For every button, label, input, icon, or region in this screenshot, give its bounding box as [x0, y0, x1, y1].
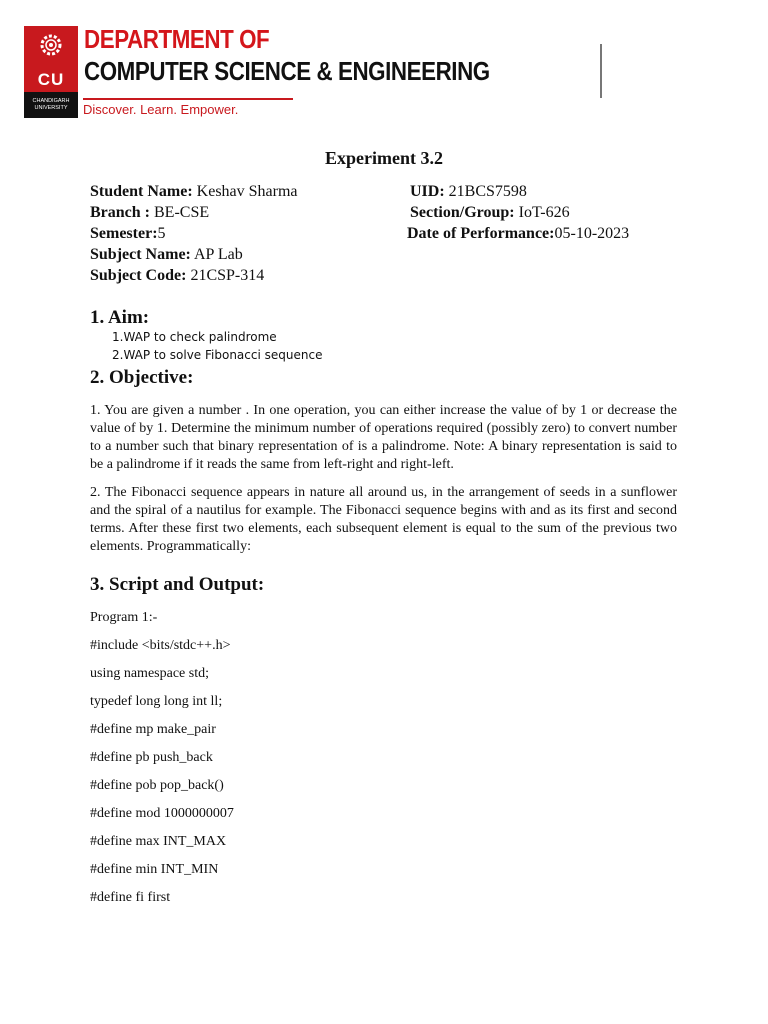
logo-university: CHANDIGARH UNIVERSITY — [24, 92, 78, 118]
uid-label: UID: — [410, 183, 445, 200]
department-line-2: COMPUTER SCIENCE & ENGINEERING — [84, 56, 490, 86]
aim-item: 1.WAP to check palindrome — [112, 330, 277, 344]
objective-paragraph-2: 2. The Fibonacci sequence appears in nature all around us, in the arrangement of seeds in a sunflower and the spiral of a nautilus for example. The Fibonacci sequence begins with and as its first and second terms. After these first two elements, each subsequent element is equal to the sum of the previous two elements. Programmatically: — [90, 485, 677, 554]
code-line: #define mp make_pair — [90, 722, 216, 737]
subject-name-label: Subject Name: — [90, 246, 191, 263]
subject-code-value: 21CSP-314 — [186, 267, 265, 284]
code-line: #define pb push_back — [90, 750, 213, 765]
semester-label: Semester: — [90, 225, 158, 242]
code-line: #define mod 1000000007 — [90, 806, 234, 821]
aim-item: 2.WAP to solve Fibonacci sequence — [112, 348, 323, 362]
logo-text: CU — [37, 70, 65, 89]
tagline: Discover. Learn. Empower. — [83, 102, 239, 117]
gear-emblem-icon — [37, 31, 65, 59]
section-label: Section/Group: — [410, 204, 515, 221]
date-value: 05-10-2023 — [554, 225, 630, 242]
student-name-label: Student Name: — [90, 183, 193, 200]
code-line: using namespace std; — [90, 666, 209, 681]
student-name-value: Keshav Sharma — [192, 183, 298, 200]
uid — [410, 182, 527, 202]
script-heading: 3. Script and Output: — [90, 574, 265, 595]
branch — [90, 203, 209, 223]
code-line: #define max INT_MAX — [90, 834, 227, 849]
objective-paragraph-1: 1. You are given a number . In one operation, you can either increase the value of by 1 or decrease the value of by 1. Determine the minimum number of operations required (possibly zero) to convert number to a number such that binary representation of is a palindrome. Note: A binary representation is said to be a palindrome if it reads the same from left-right and right-left. — [90, 403, 677, 472]
semester — [90, 224, 166, 244]
subject-code — [90, 266, 264, 286]
code-line: typedef long long int ll; — [90, 694, 223, 709]
department-line-1: DEPARTMENT OF — [84, 24, 270, 54]
code-line: #define pob pop_back() — [90, 778, 224, 793]
uid-value: 21BCS7598 — [444, 183, 527, 200]
branch-label: Branch : — [90, 204, 150, 221]
subject-code-label: Subject Code: — [90, 267, 187, 284]
code-line: #define min INT_MIN — [90, 862, 219, 877]
branch-value: BE-CSE — [150, 204, 210, 221]
date-label: Date of Performance: — [407, 225, 555, 242]
experiment-title: Experiment 3.2 — [325, 148, 443, 168]
student-name — [90, 182, 298, 202]
date-of-performance — [407, 224, 629, 244]
subject-name — [90, 245, 243, 265]
semester-value: 5 — [157, 225, 166, 242]
section-value: IoT-626 — [514, 204, 570, 221]
header-divider — [600, 44, 602, 98]
code-line: #define fi first — [90, 890, 171, 905]
university-logo — [24, 26, 78, 118]
code-line: Program 1:- — [90, 610, 158, 625]
section-group — [410, 203, 570, 223]
subject-name-value: AP Lab — [190, 246, 243, 263]
objective-heading: 2. Objective: — [90, 367, 194, 388]
tagline-rule — [83, 98, 293, 100]
code-line: #include <bits/stdc++.h> — [90, 638, 231, 653]
aim-heading: 1. Aim: — [90, 307, 150, 328]
